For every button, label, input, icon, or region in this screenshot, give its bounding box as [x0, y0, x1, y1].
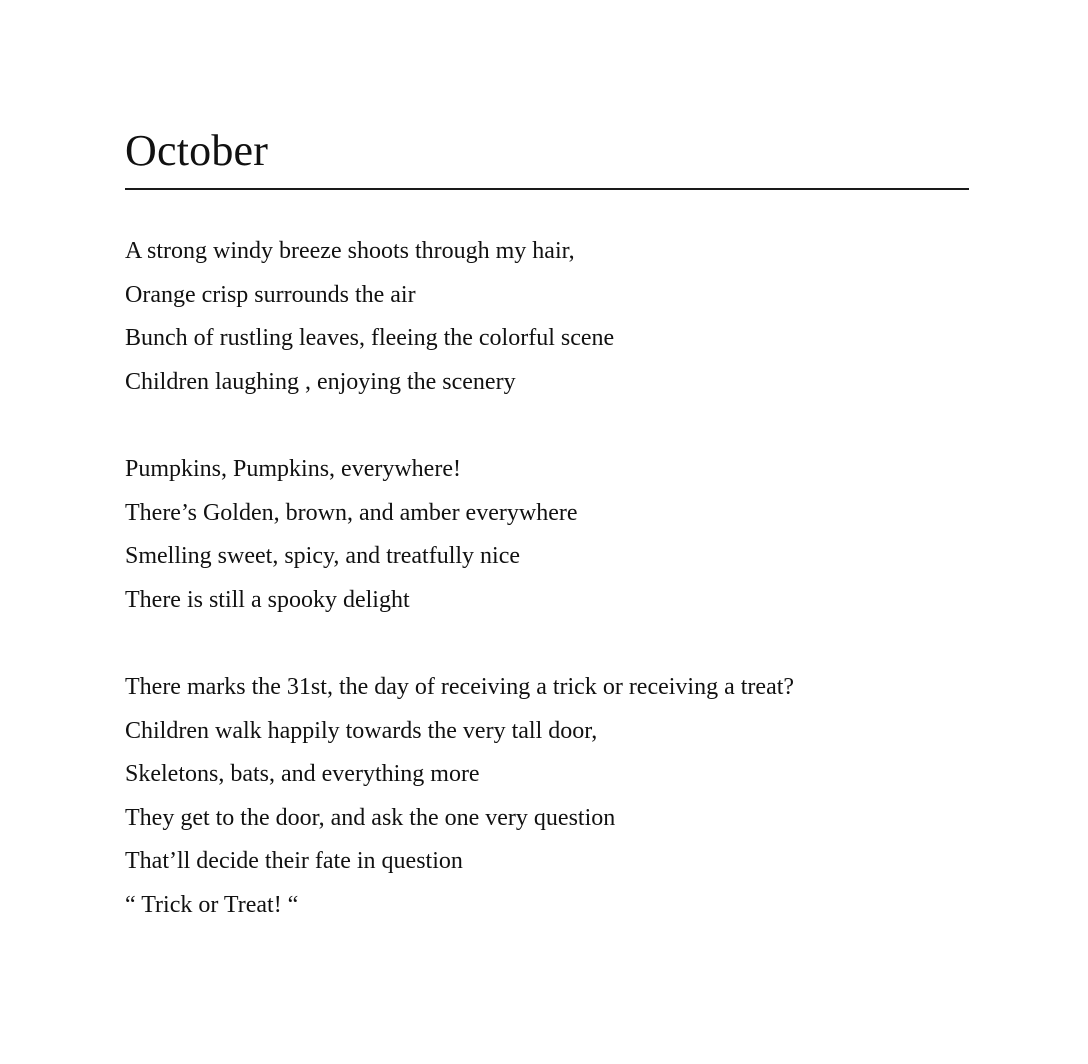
poem-body [125, 230, 969, 928]
poem-line: Children laughing , enjoying the scenery [125, 368, 516, 395]
stanza-spacer [125, 404, 969, 448]
poem-line: There’s Golden, brown, and amber everywhere [125, 499, 578, 526]
poem-line: That’ll decide their fate in question [125, 848, 463, 875]
poem-line: Orange crisp surrounds the air [125, 281, 416, 308]
title-divider [125, 188, 969, 190]
document-page [125, 124, 969, 928]
poem-line: “ Trick or Treat! “ [125, 891, 299, 918]
poem-line: Smelling sweet, spicy, and treatfully nice [125, 543, 521, 570]
poem-line: Children walk happily towards the very tall door, [125, 717, 598, 744]
poem-line: There is still a spooky delight [125, 586, 410, 613]
poem-title: October [125, 126, 269, 175]
poem-line: A strong windy breeze shoots through my hair, [125, 238, 575, 264]
poem-line: They get to the door, and ask the one very question [125, 804, 616, 831]
stanza-3 [125, 666, 969, 928]
stanza-1 [125, 230, 969, 404]
poem-line: There marks the 31st, the day of receiving a trick or receiving a treat? [125, 673, 795, 700]
poem-line: Pumpkins, Pumpkins, everywhere! [125, 455, 461, 482]
stanza-spacer [125, 622, 969, 666]
poem-line: Bunch of rustling leaves, fleeing the colorful scene [125, 325, 615, 352]
poem-line: Skeletons, bats, and everything more [125, 761, 480, 788]
stanza-2 [125, 448, 969, 622]
